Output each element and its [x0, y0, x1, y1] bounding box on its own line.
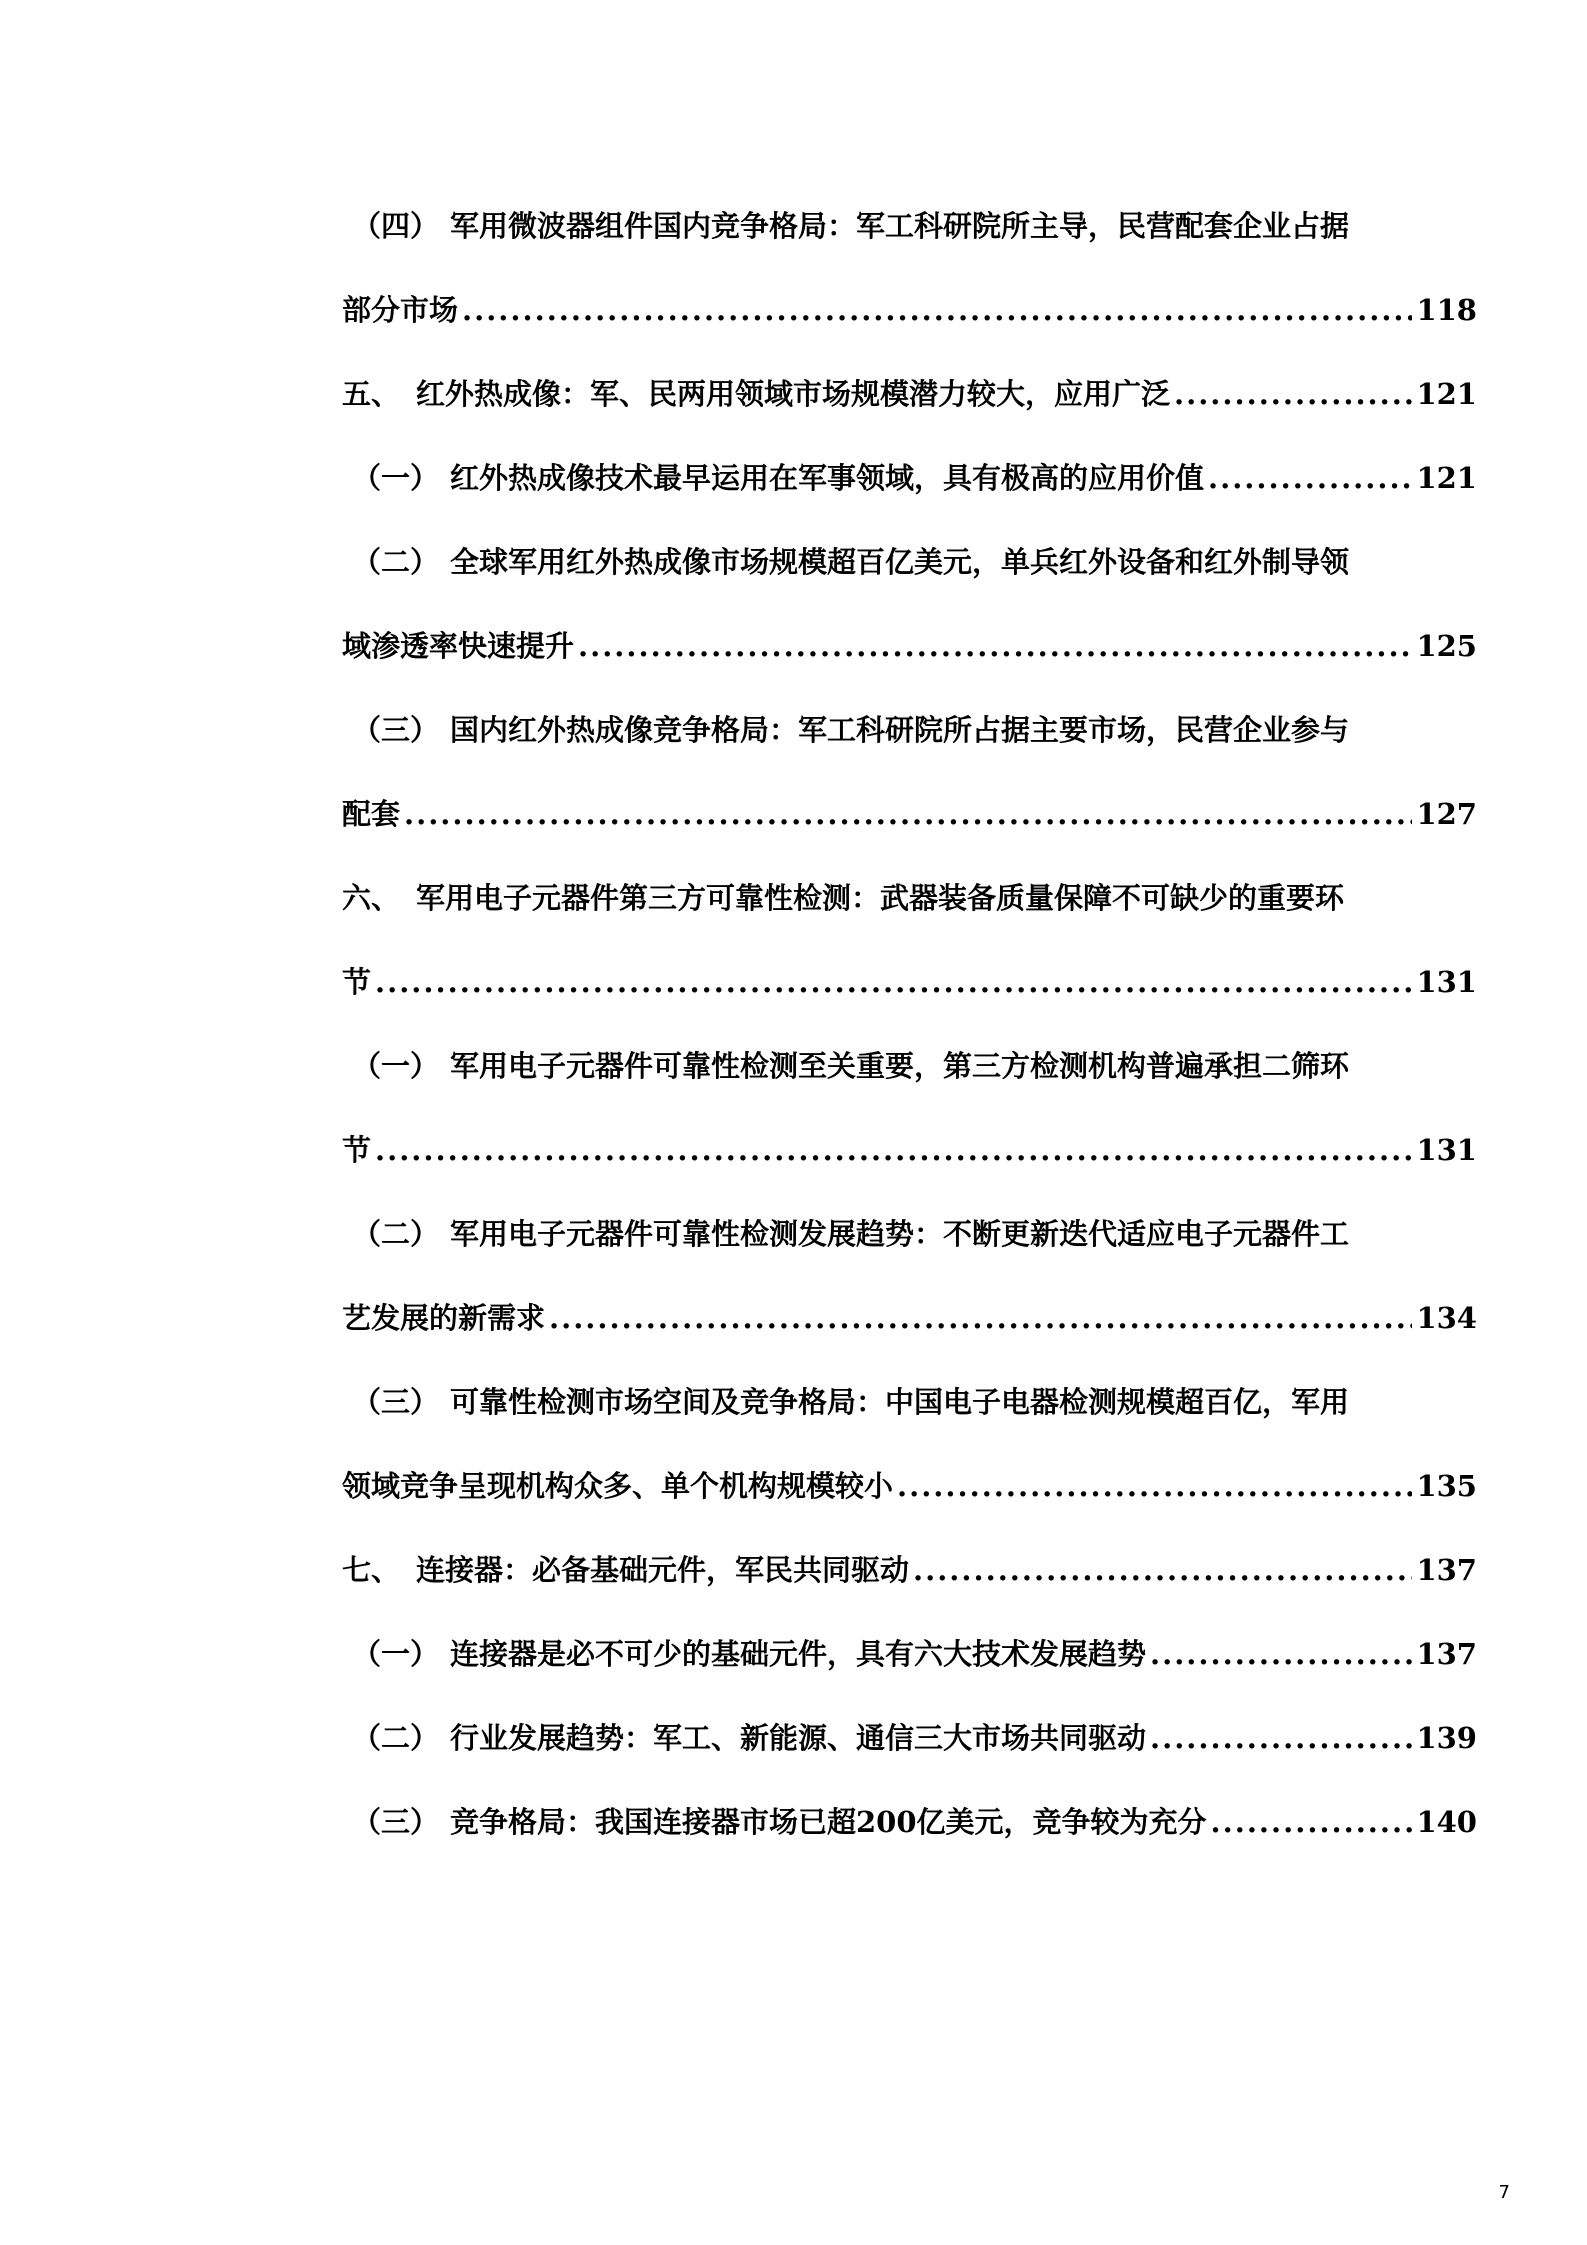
toc-prefix: （二）: [352, 1721, 440, 1755]
toc-title: 连接器：必备基础元件，军民共同驱动: [416, 1553, 910, 1587]
toc-page: 139: [1416, 1721, 1477, 1755]
toc-entry-6-1-line2[interactable]: [342, 1128, 1477, 1172]
toc-page: 131: [1416, 965, 1477, 999]
toc-entry-6-3-line2[interactable]: [342, 1464, 1477, 1508]
toc-title: 军用电子元器件可靠性检测至关重要，第三方检测机构普遍承担二筛环: [450, 1049, 1350, 1083]
toc-entry-5-2-line1[interactable]: [352, 540, 1477, 584]
leader-dots: [578, 624, 1412, 668]
toc-entry-4-line1[interactable]: [352, 204, 1477, 248]
toc-title-cont: 域渗透率快速提升: [342, 629, 575, 663]
toc-entry-7-3[interactable]: [352, 1800, 1477, 1844]
toc-entry-5-3-line2[interactable]: [342, 792, 1477, 836]
toc-page: 131: [1416, 1133, 1477, 1167]
toc-prefix: （三）: [352, 713, 440, 747]
toc-title: 红外热成像：军、民两用领域市场规模潜力较大，应用广泛: [416, 377, 1171, 411]
toc-prefix: （二）: [352, 1217, 440, 1251]
toc-page: 140: [1416, 1805, 1477, 1839]
toc-prefix: （二）: [352, 545, 440, 579]
toc-title: 行业发展趋势：军工、新能源、通信三大市场共同驱动: [450, 1721, 1147, 1755]
leader-dots: [462, 288, 1412, 332]
leader-dots: [375, 1128, 1412, 1172]
toc-title: 军用微波器组件国内竞争格局：军工科研院所主导，民营配套企业占据: [450, 209, 1350, 243]
toc-prefix: 五、: [342, 377, 401, 411]
page-number: 7: [1498, 2182, 1510, 2203]
toc-entry-6-line1[interactable]: [342, 876, 1477, 920]
leader-dots: [1211, 1800, 1413, 1844]
toc-entry-4-line2[interactable]: [342, 288, 1477, 332]
leader-dots: [1208, 456, 1412, 500]
toc-page: 137: [1416, 1637, 1477, 1671]
toc-title-cont: 节: [342, 1133, 372, 1167]
toc-entry-6-line2[interactable]: [342, 960, 1477, 1004]
leader-dots: [1150, 1716, 1412, 1760]
toc-page: 127: [1416, 797, 1477, 831]
toc-page: 135: [1416, 1469, 1477, 1503]
toc-entry-7-2[interactable]: [352, 1716, 1477, 1760]
toc-entry-5-3-line1[interactable]: [352, 708, 1477, 752]
toc-prefix: （四）: [352, 209, 440, 243]
toc-prefix: （一）: [352, 1049, 440, 1083]
toc-page: 125: [1416, 629, 1477, 663]
toc-title: 可靠性检测市场空间及竞争格局：中国电子电器检测规模超百亿，军用: [450, 1385, 1350, 1419]
toc-prefix: （三）: [352, 1805, 440, 1839]
toc-page: 134: [1416, 1301, 1477, 1335]
toc-entry-7-1[interactable]: [352, 1632, 1477, 1676]
toc-title: 军用电子元器件可靠性检测发展趋势：不断更新迭代适应电子元器件工: [450, 1217, 1350, 1251]
toc-entry-5[interactable]: [342, 372, 1477, 416]
toc-entry-7[interactable]: [342, 1548, 1477, 1592]
toc-title: 竞争格局：我国连接器市场已超200亿美元，竞争较为充分: [450, 1805, 1207, 1839]
leader-dots: [913, 1548, 1412, 1592]
toc-prefix: （一）: [352, 1637, 440, 1671]
toc-page: 121: [1416, 377, 1477, 411]
toc-entry-6-2-line1[interactable]: [352, 1212, 1477, 1256]
toc-page: 118: [1416, 293, 1477, 327]
toc-entry-5-2-line2[interactable]: [342, 624, 1477, 668]
toc-page: 121: [1416, 461, 1477, 495]
leader-dots: [375, 960, 1412, 1004]
toc-title: 红外热成像技术最早运用在军事领域，具有极高的应用价值: [450, 461, 1205, 495]
toc-prefix: （三）: [352, 1385, 440, 1419]
toc-title-cont: 部分市场: [342, 293, 459, 327]
toc-title: 全球军用红外热成像市场规模超百亿美元，单兵红外设备和红外制导领: [450, 545, 1350, 579]
toc-title: 国内红外热成像竞争格局：军工科研院所占据主要市场，民营企业参与: [450, 713, 1350, 747]
leader-dots: [404, 792, 1412, 836]
leader-dots: [897, 1464, 1412, 1508]
toc-title: 连接器是必不可少的基础元件，具有六大技术发展趋势: [450, 1637, 1147, 1671]
toc-entry-6-3-line1[interactable]: [352, 1380, 1477, 1424]
toc-title-cont: 艺发展的新需求: [342, 1301, 546, 1335]
toc-prefix: 七、: [342, 1553, 401, 1587]
toc-entry-5-1[interactable]: [352, 456, 1477, 500]
toc-page: 137: [1416, 1553, 1477, 1587]
toc-prefix: （一）: [352, 461, 440, 495]
toc-title-cont: 领域竞争呈现机构众多、单个机构规模较小: [342, 1469, 894, 1503]
leader-dots: [1150, 1632, 1412, 1676]
toc-entry-6-2-line2[interactable]: [342, 1296, 1477, 1340]
toc-title-cont: 配套: [342, 797, 401, 831]
toc-title: 军用电子元器件第三方可靠性检测：武器装备质量保障不可缺少的重要环: [416, 881, 1345, 915]
toc-entry-6-1-line1[interactable]: [352, 1044, 1477, 1088]
leader-dots: [1174, 372, 1412, 416]
toc-title-cont: 节: [342, 965, 372, 999]
leader-dots: [549, 1296, 1412, 1340]
toc-prefix: 六、: [342, 881, 401, 915]
